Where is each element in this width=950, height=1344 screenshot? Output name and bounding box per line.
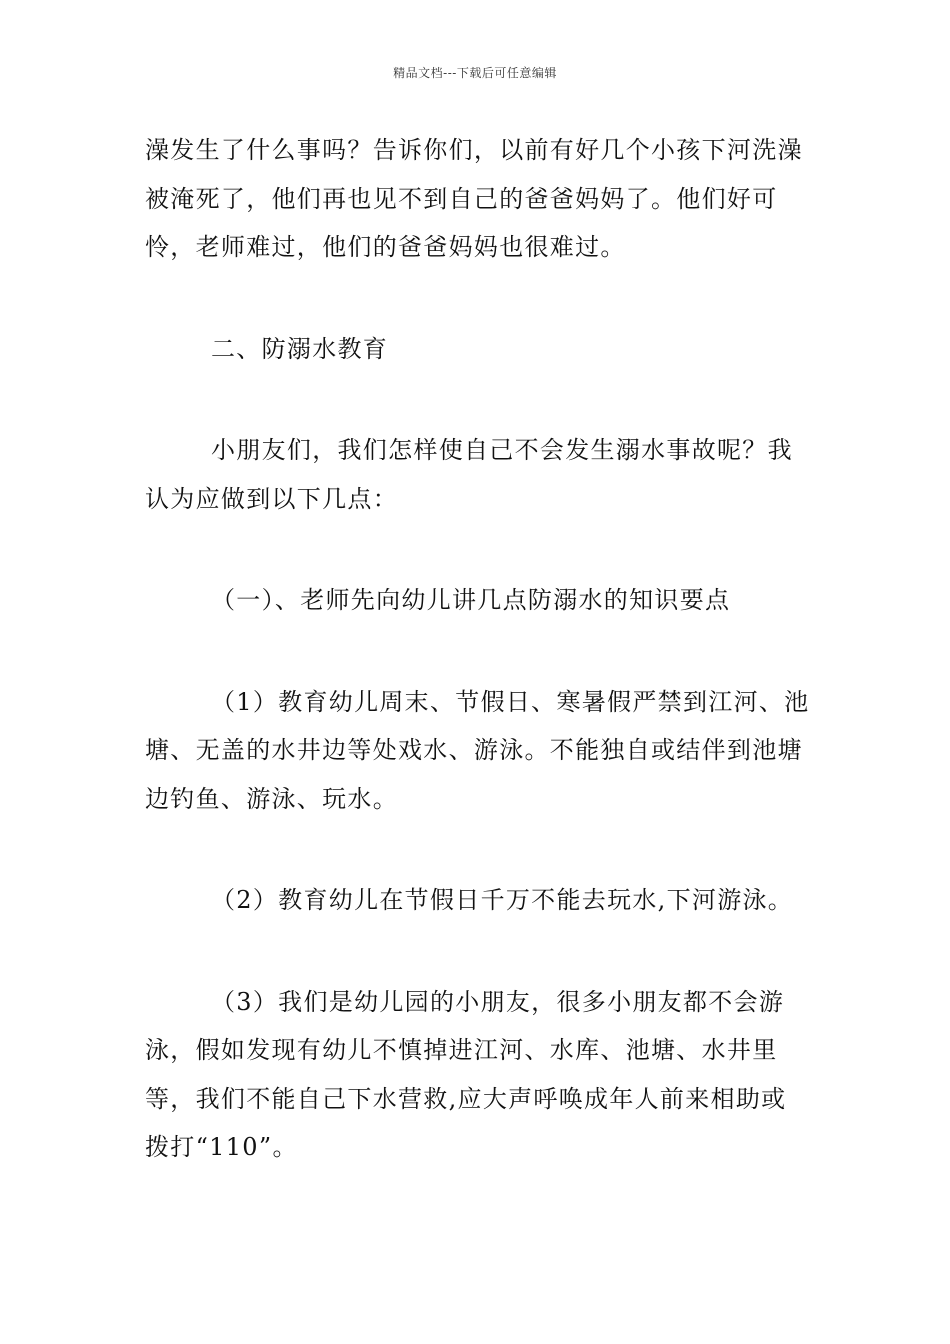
subheading-knowledge-points: （一）、老师先向幼儿讲几点防溺水的知识要点 [211,586,731,614]
list-item-1: （1）教育幼儿周末、节假日、寒暑假严禁到江河、池塘、无盖的水井边等处戏水、游泳。不能独自或结伴到池塘边钓鱼、游泳、玩水。 [145,687,810,813]
list-item-2: （2）教育幼儿在节假日千万不能去玩水,下河游泳。 [211,886,794,914]
section-heading-drowning-prevention: 二、防溺水教育 [211,334,389,363]
paragraph-intro-question: 小朋友们，我们怎样使自己不会发生溺水事故呢？我认为应做到以下几点： [145,436,793,513]
list-item-3: （3）我们是幼儿园的小朋友，很多小朋友都不会游泳，假如发现有幼儿不慎掉进江河、水库、池塘、水井里等，我们不能自己下水营救,应大声呼唤成年人前来相助或拨打“110”。 [145,987,787,1161]
page-header: 精品文档---下载后可任意编辑 [393,66,557,80]
document-body [145,126,810,1172]
paragraph-drowning-story: 澡发生了什么事吗？告诉你们，以前有好几个小孩下河洗澡被淹死了，他们再也见不到自己的爸爸妈妈了。他们好可怜，老师难过，他们的爸爸妈妈也很难过。 [145,136,803,261]
